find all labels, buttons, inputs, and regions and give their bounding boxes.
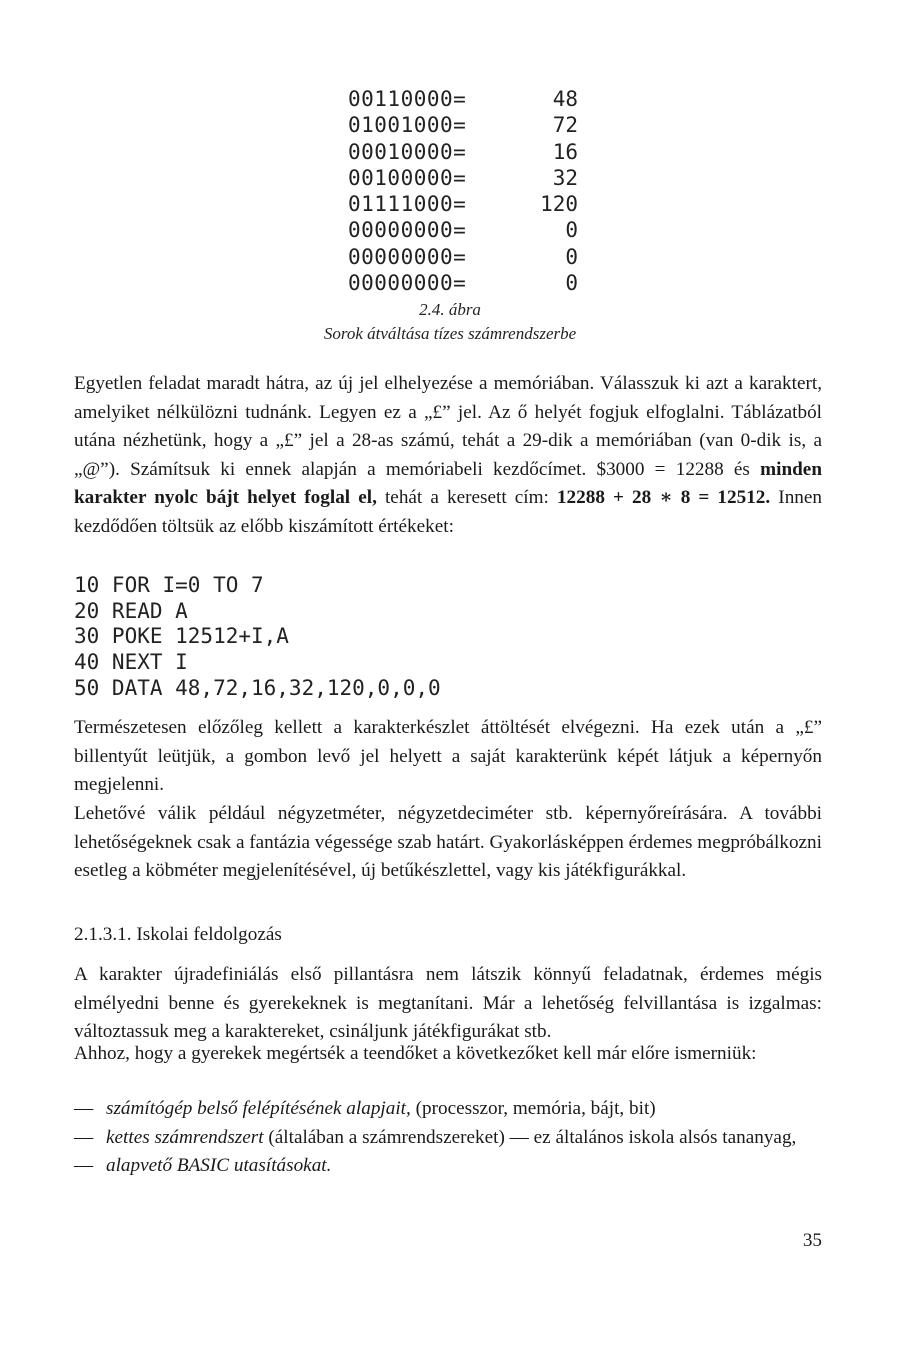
italic-text: számítógép belső felépítésének alapjait, [106, 1098, 411, 1119]
dash-marker: — [74, 1098, 94, 1119]
figure-value: 72 [552, 113, 578, 138]
prerequisite-list [74, 1095, 822, 1181]
figure-bits: 00000000= [348, 218, 467, 243]
figure-row [348, 217, 578, 243]
figure-bits: 00000000= [348, 244, 467, 269]
paragraph-prerequisites: Ahhoz, hogy a gyerekek megértsék a teendőket a következőket kell már előre ismerniük: [74, 1043, 757, 1064]
figure-row [348, 165, 578, 191]
figure-bits: 00110000= [348, 87, 467, 111]
figure-caption-title: Sorok átváltása tízes számrendszerbe [323, 324, 577, 343]
code-line: 40 NEXT I [74, 650, 188, 675]
figure-bits: 01111000= [348, 192, 467, 217]
figure-value: 32 [552, 165, 578, 190]
figure-bits: 00000000= [348, 271, 467, 296]
plain-text: (általában a számrendszereket) — ez általános iskola alsós tananyag, [263, 1126, 797, 1148]
paragraph-possibilities: Lehetővé válik például négyzetméter, négyzetdeciméter stb. képernyőreírására. A további lehetőségeknek csak a fantázia végessége szab határt. Gyakorlásképpen érdemes megpróbálkozni esetleg a köbméter megjelenítésével, új betűkészlettel, vagy kis játékfigurákkal. [74, 803, 822, 881]
paragraph-result: Természetesen előzőleg kellett a karakterkészlet áttöltését elvégezni. Ha ezek után a „£” billentyűt leütjük, a gombon levő jel helyett a saját karakterünk képét látjuk a képernyőn megjelenni. [74, 717, 822, 795]
italic-text: kettes számrendszert [106, 1126, 264, 1148]
list-item [74, 1124, 822, 1153]
basic-program-listing [74, 573, 441, 702]
paragraph-text: tehát a keresett cím: [376, 487, 557, 508]
plain-text: (processzor, memória, bájt, bit) [410, 1098, 656, 1119]
figure-bits: 00100000= [348, 165, 467, 190]
code-line: 20 READ A [74, 598, 188, 623]
paragraph-text: Innen kezdődően töltsük az előbb kiszámított értékeket: [74, 487, 822, 537]
paragraph-new-character [74, 370, 822, 541]
list-item [74, 1095, 822, 1124]
figure-value: 0 [565, 218, 578, 243]
list-item [74, 1152, 822, 1181]
figure-value: 120 [540, 192, 578, 217]
figure-bits: 01001000= [348, 113, 467, 138]
figure-value: 48 [552, 87, 578, 111]
figure-value: 0 [565, 244, 578, 269]
dash-marker: — [74, 1155, 94, 1176]
paragraph-school-intro: A karakter újradefiniálás első pillantásra nem látszik könnyű feladatnak, érdemes mégis elmélyedni benne és gyerekeknek is megtanítani. Már a lehetőség felvillantása is izgalmas: változtassuk meg a karaktereket, csináljunk játékfigurákat stb. [74, 964, 822, 1042]
page-number: 35 [802, 1230, 822, 1251]
figure-value: 0 [565, 271, 578, 296]
figure-caption-number: 2.4. ábra [419, 300, 481, 319]
section-heading: 2.1.3.1. Iskolai feldolgozás [74, 924, 282, 945]
dash-marker: — [74, 1126, 94, 1148]
figure-row [348, 86, 578, 112]
figure-row [348, 191, 578, 217]
code-line: 10 FOR I=0 TO 7 [74, 573, 264, 597]
list-item-text [106, 1095, 822, 1124]
list-item-text [106, 1152, 822, 1181]
list-item-text [106, 1124, 822, 1153]
bold-formula: 12288 + 28 ∗ 8 = 12512. [556, 487, 771, 508]
code-line: 50 DATA 48,72,16,32,120,0,0,0 [74, 675, 441, 700]
figure-value: 16 [552, 139, 578, 164]
italic-text: alapvető BASIC utasításokat. [106, 1155, 332, 1176]
figure-row [348, 112, 578, 138]
figure-row [348, 270, 578, 296]
figure-row [348, 139, 578, 165]
figure-row [348, 244, 578, 270]
figure-bits: 00010000= [348, 139, 467, 164]
paragraph-text: Egyetlen feladat maradt hátra, az új jel elhelyezése a memóriában. Válasszuk ki azt a karaktert, amelyiket nélkülözni tudnánk. Legyen ez a „£” jel. Az ő helyét fogjuk elfoglalni. Táblázatból utána nézhetünk, hogy a „£” jel a 28-as számú, tehát a 29-dik a memóriában (van 0-dik is, a „@”). Számítsuk ki ennek alapján a memóriabeli kezdőcímet. $3000 = 12288 és [74, 373, 822, 480]
code-line: 30 POKE 12512+I,A [74, 624, 289, 649]
bold-text: minden karakter nyolc bájt helyet foglal el, [74, 458, 822, 508]
binary-figure [348, 86, 578, 296]
